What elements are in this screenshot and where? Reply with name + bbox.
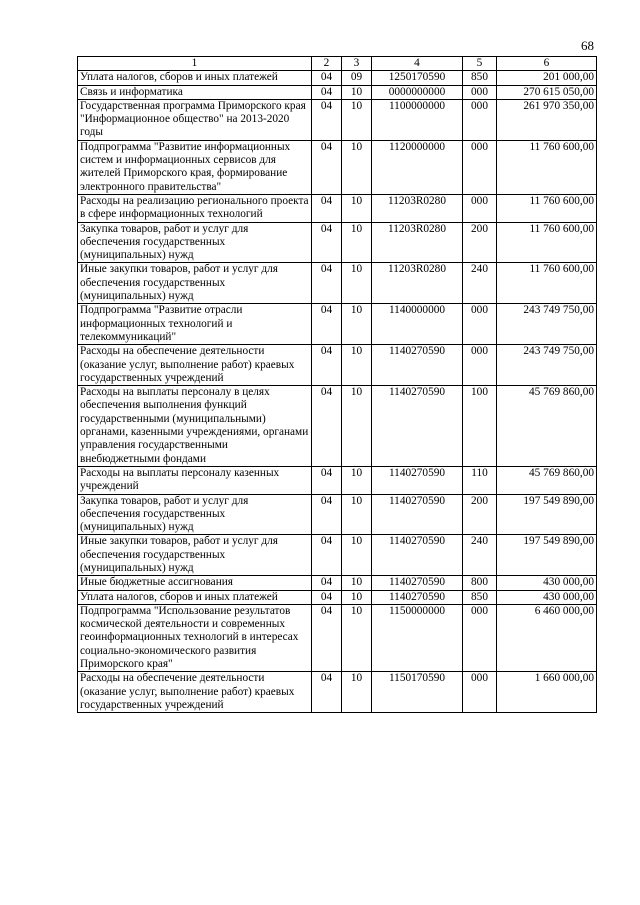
row-target-article: 0000000000: [372, 85, 463, 99]
header-col-6: 6: [497, 57, 597, 71]
table-row: [78, 604, 597, 671]
row-expense-type: 000: [463, 194, 497, 222]
row-target-article: 1250170590: [372, 71, 463, 85]
row-section: 04: [312, 535, 342, 576]
row-target-article: 1140000000: [372, 304, 463, 345]
table-row: [78, 590, 597, 604]
page-number: 68: [581, 38, 594, 53]
row-subsection: 10: [342, 222, 372, 263]
row-subsection: 10: [342, 576, 372, 590]
row-name: Расходы на выплаты персоналу казенных учреждений: [78, 466, 312, 494]
row-subsection: 10: [342, 304, 372, 345]
row-section: 04: [312, 222, 342, 263]
row-name: Подпрограмма "Развитие отрасли информационных технологий и телекоммуникаций": [78, 304, 312, 345]
row-section: 04: [312, 85, 342, 99]
header-col-4: 4: [372, 57, 463, 71]
header-col-1: 1: [78, 57, 312, 71]
row-subsection: 10: [342, 263, 372, 304]
row-subsection: 10: [342, 85, 372, 99]
table-row: [78, 194, 597, 222]
row-target-article: 1140270590: [372, 590, 463, 604]
row-name: Расходы на обеспечение деятельности (оказание услуг, выполнение работ) краевых государственных учреждений: [78, 672, 312, 713]
row-section: 04: [312, 494, 342, 535]
row-section: 04: [312, 604, 342, 671]
row-expense-type: 000: [463, 304, 497, 345]
table-row: [78, 466, 597, 494]
row-target-article: 1140270590: [372, 494, 463, 535]
table-row: [78, 140, 597, 194]
row-expense-type: 000: [463, 85, 497, 99]
row-name: Уплата налогов, сборов и иных платежей: [78, 590, 312, 604]
row-expense-type: 200: [463, 222, 497, 263]
row-subsection: 10: [342, 99, 372, 140]
row-amount: 201 000,00: [497, 71, 597, 85]
row-amount: 243 749 750,00: [497, 345, 597, 386]
row-name: Подпрограмма "Развитие информационных систем и информационных сервисов для жителей Приморского края, формирование электронного правительства": [78, 140, 312, 194]
row-name: Иные закупки товаров, работ и услуг для обеспечения государственных (муниципальных) нужд: [78, 535, 312, 576]
row-target-article: 11203R0280: [372, 194, 463, 222]
row-target-article: 1140270590: [372, 535, 463, 576]
row-amount: 11 760 600,00: [497, 263, 597, 304]
header-row: [78, 57, 597, 71]
row-section: 04: [312, 194, 342, 222]
table-row: [78, 71, 597, 85]
row-subsection: 09: [342, 71, 372, 85]
row-subsection: 10: [342, 590, 372, 604]
row-subsection: 10: [342, 672, 372, 713]
row-subsection: 10: [342, 466, 372, 494]
row-name: Иные закупки товаров, работ и услуг для обеспечения государственных (муниципальных) нужд: [78, 263, 312, 304]
table-row: [78, 576, 597, 590]
row-amount: 11 760 600,00: [497, 140, 597, 194]
row-amount: 11 760 600,00: [497, 194, 597, 222]
row-target-article: 11203R0280: [372, 263, 463, 304]
row-name: Расходы на реализацию регионального проекта в сфере информационных технологий: [78, 194, 312, 222]
row-amount: 11 760 600,00: [497, 222, 597, 263]
budget-table: [77, 56, 597, 713]
row-target-article: 1150170590: [372, 672, 463, 713]
row-name: Расходы на выплаты персоналу в целях обеспечения выполнения функций государственными (муниципальными) органами, казенными учреждениями, органами управления государственными внебюджетными фондами: [78, 386, 312, 467]
row-target-article: 11203R0280: [372, 222, 463, 263]
row-expense-type: 000: [463, 140, 497, 194]
row-expense-type: 800: [463, 576, 497, 590]
row-name: Расходы на обеспечение деятельности (оказание услуг, выполнение работ) краевых государственных учреждений: [78, 345, 312, 386]
row-name: Подпрограмма "Использование результатов космической деятельности и современных геоинформационных технологий в интересах социально-экономического развития Приморского края": [78, 604, 312, 671]
row-section: 04: [312, 140, 342, 194]
row-section: 04: [312, 466, 342, 494]
table-row: [78, 99, 597, 140]
row-amount: 243 749 750,00: [497, 304, 597, 345]
row-section: 04: [312, 386, 342, 467]
row-section: 04: [312, 263, 342, 304]
row-section: 04: [312, 71, 342, 85]
row-subsection: 10: [342, 194, 372, 222]
row-amount: 430 000,00: [497, 576, 597, 590]
row-subsection: 10: [342, 386, 372, 467]
row-section: 04: [312, 672, 342, 713]
row-amount: 197 549 890,00: [497, 535, 597, 576]
row-amount: 270 615 050,00: [497, 85, 597, 99]
table-row: [78, 535, 597, 576]
row-expense-type: 000: [463, 345, 497, 386]
row-subsection: 10: [342, 535, 372, 576]
row-amount: 1 660 000,00: [497, 672, 597, 713]
table-row: [78, 672, 597, 713]
row-target-article: 1140270590: [372, 466, 463, 494]
row-expense-type: 240: [463, 263, 497, 304]
row-expense-type: 850: [463, 71, 497, 85]
row-expense-type: 240: [463, 535, 497, 576]
row-section: 04: [312, 576, 342, 590]
row-amount: 6 460 000,00: [497, 604, 597, 671]
row-subsection: 10: [342, 604, 372, 671]
row-expense-type: 200: [463, 494, 497, 535]
row-amount: 197 549 890,00: [497, 494, 597, 535]
row-expense-type: 000: [463, 99, 497, 140]
row-section: 04: [312, 590, 342, 604]
table-row: [78, 85, 597, 99]
row-section: 04: [312, 99, 342, 140]
row-section: 04: [312, 345, 342, 386]
row-section: 04: [312, 304, 342, 345]
header-col-3: 3: [342, 57, 372, 71]
row-amount: 430 000,00: [497, 590, 597, 604]
row-expense-type: 000: [463, 604, 497, 671]
row-target-article: 1140270590: [372, 576, 463, 590]
row-subsection: 10: [342, 494, 372, 535]
row-target-article: 1140270590: [372, 386, 463, 467]
table-row: [78, 222, 597, 263]
header-col-5: 5: [463, 57, 497, 71]
row-target-article: 1100000000: [372, 99, 463, 140]
row-name: Иные бюджетные ассигнования: [78, 576, 312, 590]
table-row: [78, 304, 597, 345]
table-row: [78, 345, 597, 386]
row-expense-type: 110: [463, 466, 497, 494]
row-name: Закупка товаров, работ и услуг для обеспечения государственных (муниципальных) нужд: [78, 494, 312, 535]
row-name: Уплата налогов, сборов и иных платежей: [78, 71, 312, 85]
row-target-article: 1140270590: [372, 345, 463, 386]
row-name: Государственная программа Приморского края "Информационное общество" на 2013-2020 годы: [78, 99, 312, 140]
row-amount: 45 769 860,00: [497, 386, 597, 467]
row-name: Связь и информатика: [78, 85, 312, 99]
row-amount: 45 769 860,00: [497, 466, 597, 494]
header-col-2: 2: [312, 57, 342, 71]
row-target-article: 1150000000: [372, 604, 463, 671]
table-row: [78, 263, 597, 304]
row-subsection: 10: [342, 140, 372, 194]
row-target-article: 1120000000: [372, 140, 463, 194]
row-expense-type: 850: [463, 590, 497, 604]
table-row: [78, 386, 597, 467]
row-name: Закупка товаров, работ и услуг для обеспечения государственных (муниципальных) нужд: [78, 222, 312, 263]
row-subsection: 10: [342, 345, 372, 386]
row-expense-type: 100: [463, 386, 497, 467]
table-row: [78, 494, 597, 535]
row-expense-type: 000: [463, 672, 497, 713]
row-amount: 261 970 350,00: [497, 99, 597, 140]
